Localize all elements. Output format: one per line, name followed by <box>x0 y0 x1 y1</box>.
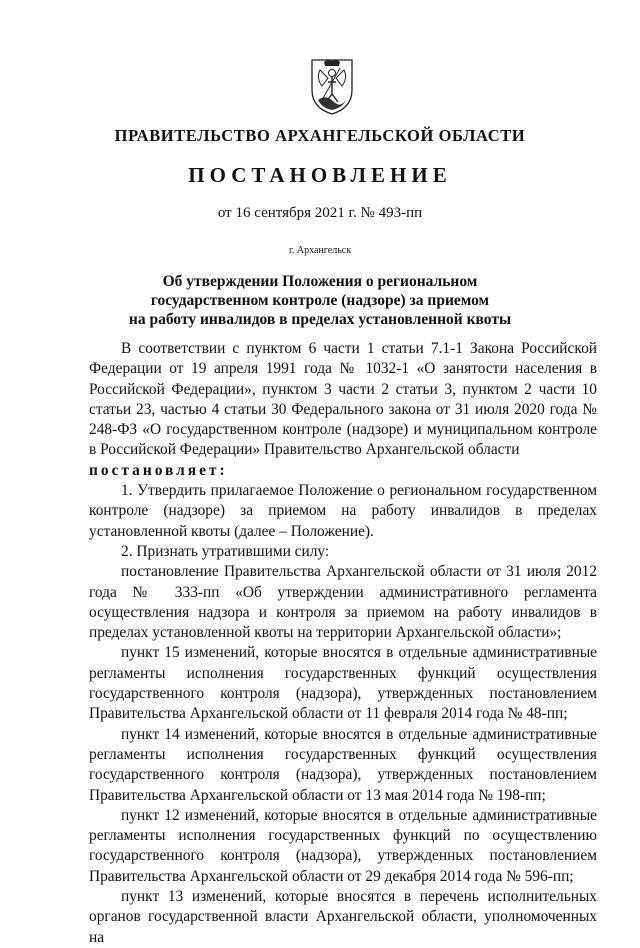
body-paragraph: пункт 12 изменений, которые вносятся в отдельные административные регламенты исполнения государственных функций по осуществлению государственного контроля (надзора), утвержденных постановлением Правительства Архангельской области от 29 декабря 2014 года № 596-пп; <box>89 806 597 885</box>
government-name: ПРАВИТЕЛЬСТВО АРХАНГЕЛЬСКОЙ ОБЛАСТИ <box>114 126 526 145</box>
document-city: г. Архангельск <box>288 245 352 256</box>
decree-word: постановляет <box>89 461 220 479</box>
document-date-number: от 16 сентября 2021 г. № 493-пп <box>217 205 423 221</box>
coat-of-arms-icon <box>310 56 354 116</box>
document-body <box>89 339 597 948</box>
body-paragraph: В соответствии с пунктом 6 части 1 статьи 7.1-1 Закона Российской Федерации от 19 апреля 1991 года № 1032-1 «О занятости населения в Российской Федерации», пунктом 3 части 2 статьи 3, пунктом 2 части 10 статьи 23, частью 4 статьи 30 Федерального закона от 31 июля 2020 года № 248-ФЗ «О государственном контроле (надзоре) и муниципальном контроле в Российской Федерации» Правительство Архангельской области <box>89 340 597 459</box>
title-line: государственном контроле (надзоре) за приемом <box>150 292 490 309</box>
body-paragraph: пункт 15 изменений, которые вносятся в отдельные административные регламенты исполнения государственных функций осуществления государственного контроля (надзора), утвержденных постановлением Правительства Архангельской области от 11 февраля 2014 года № 48-пп; <box>89 644 597 723</box>
document-type: ПОСТАНОВЛЕНИЕ <box>188 163 452 187</box>
decree-colon: : <box>219 461 225 479</box>
body-paragraph: 2. Признать утратившими силу: <box>121 542 330 560</box>
body-paragraph: постановление Правительства Архангельской области от 31 июля 2012 года № 333-пп «Об утверждении административного регламента осуществления надзора и контроля за приемом на работу инвалидов в пределах установленной квоты на территории Архангельской области»; <box>89 563 597 642</box>
decree-line <box>89 461 597 481</box>
body-paragraph: 1. Утвердить прилагаемое Положение о региональном государственном контроле (надзоре) за приемом на работу инвалидов в пределах установленной квоты (далее – Положение). <box>89 482 597 540</box>
title-line: Об утверждении Положения о региональном <box>162 273 478 290</box>
body-paragraph: пункт 14 изменений, которые вносятся в отдельные административные регламенты исполнения государственных функций осуществления государственного контроля (надзора), утвержденных постановлением Правительства Архангельской области от 13 мая 2014 года № 198-пп; <box>89 725 597 804</box>
body-paragraph: пункт 13 изменений, которые вносятся в перечень исполнительных органов государственной власти Архангельской области, уполномоченных на <box>89 888 597 946</box>
title-line: на работу инвалидов в пределах установленной квоты <box>128 311 512 328</box>
document-title <box>120 272 520 329</box>
